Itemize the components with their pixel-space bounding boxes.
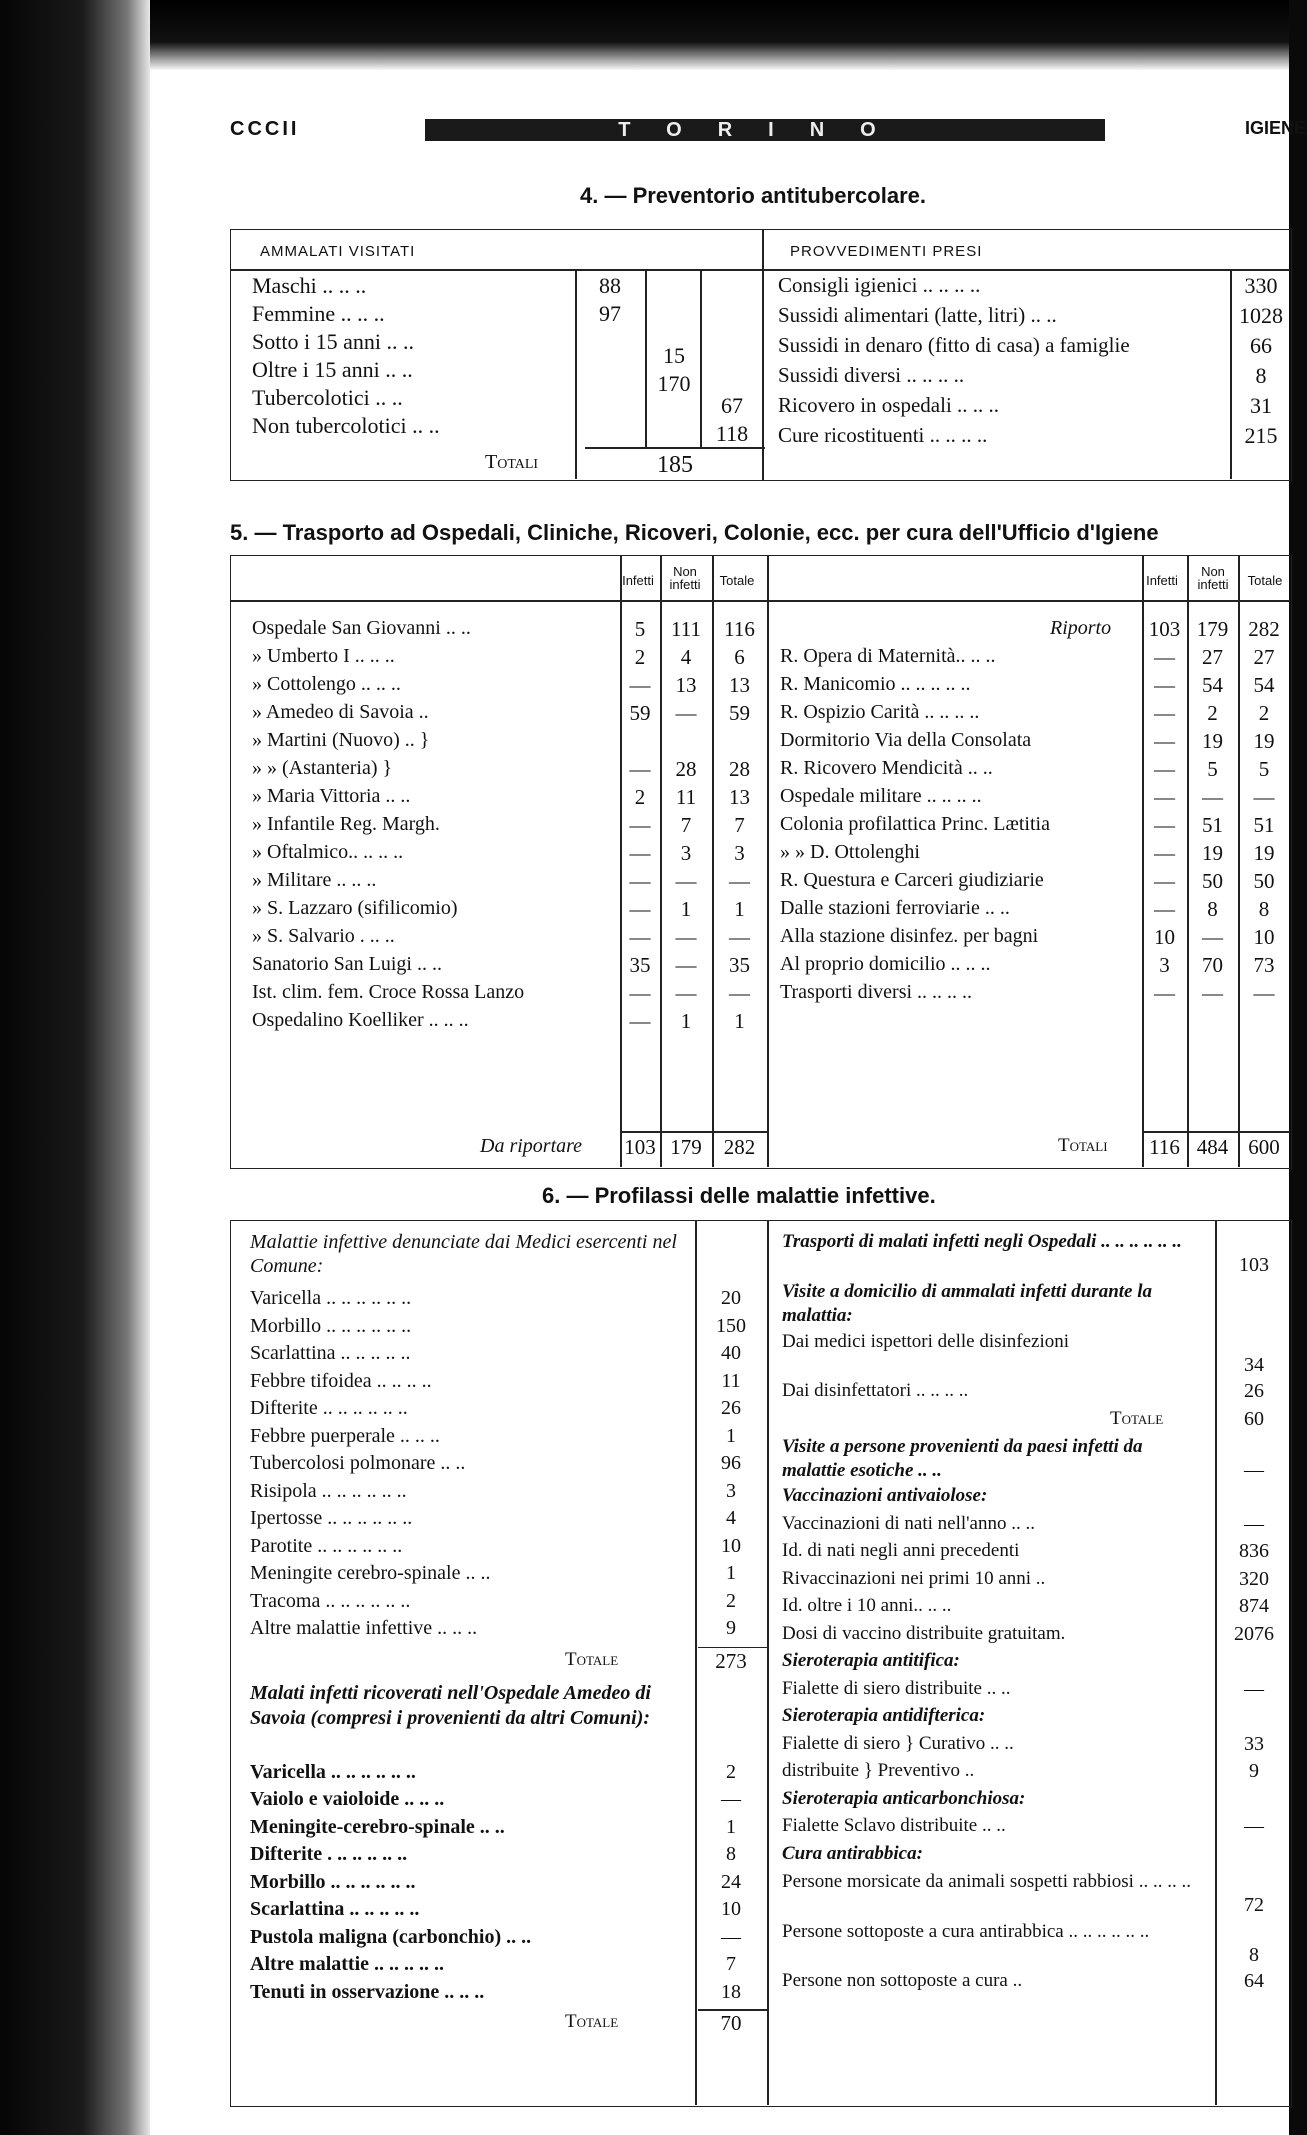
s5-right-non: 2 xyxy=(1207,701,1218,725)
s5-left-totale: 116 xyxy=(724,617,755,641)
s5-right-label: R. Ricovero Mendicità .. .. xyxy=(780,757,993,779)
s5-left-label: » Amedeo di Savoia .. xyxy=(252,701,429,723)
s6-left-label: Scarlattina .. .. .. .. .. xyxy=(250,1342,411,1364)
s5-left-infetti: — xyxy=(629,757,651,781)
s5-left-total-infetti: 103 xyxy=(624,1135,656,1159)
s6-left2-value: 7 xyxy=(726,1953,736,1975)
document-page xyxy=(230,95,1307,2125)
s6-right-value: — xyxy=(1244,1459,1264,1481)
s5-left-infetti: — xyxy=(629,925,651,949)
s6-left-value: 9 xyxy=(726,1617,736,1639)
s6-right-value: 9 xyxy=(1249,1760,1259,1782)
s5-left-totale: — xyxy=(729,925,750,949)
s6-left2-value: 8 xyxy=(726,1843,736,1865)
s6-right-label: Id. di nati negli anni precedenti xyxy=(782,1540,1020,1561)
s5-left-non: 3 xyxy=(680,841,692,865)
s6-left-total2-label: Totale xyxy=(565,2011,619,2032)
s4-col-rule-a xyxy=(575,269,577,479)
s4-value-c: 67 xyxy=(721,393,743,418)
s4-totali-label: Totali xyxy=(485,451,539,473)
s5-right-totale: 54 xyxy=(1253,673,1275,697)
s4-right-value: 215 xyxy=(1244,423,1278,448)
s4-right-value: 330 xyxy=(1244,273,1278,298)
s6-left2-value: 10 xyxy=(721,1898,741,1920)
s5-right-non: 51 xyxy=(1202,813,1223,837)
section4-title: 4. — Preventorio antitubercolare. xyxy=(580,183,926,208)
s5-right-non: 54 xyxy=(1202,673,1223,697)
s4-left-label: Sotto i 15 anni .. .. xyxy=(252,329,414,354)
s5-right-non: 179 xyxy=(1196,617,1229,641)
s6-left2-label: Altre malattie .. .. .. .. .. xyxy=(250,1953,445,1975)
s4-left-label: Tubercolotici .. .. xyxy=(252,385,403,410)
s6-right-label: Fialette di siero } Curativo .. .. xyxy=(782,1732,1014,1754)
s6-right-value: — xyxy=(1244,1512,1264,1535)
s6-right-label: Dai disinfettatori .. .. .. .. xyxy=(782,1380,969,1401)
s5-left-non: — xyxy=(675,869,697,893)
s5-left-infetti: 59 xyxy=(629,701,651,725)
s6-right-label: Cura antirabbica: xyxy=(782,1842,923,1864)
s6-left-value: 4 xyxy=(726,1507,736,1529)
s6-right-value: 64 xyxy=(1244,1970,1264,1992)
section5-title: 5. — Trasporto ad Ospedali, Cliniche, Ricoveri, Colonie, ecc. per cura dell'Ufficio d'Igiene xyxy=(230,520,1159,545)
scan-dark-edge-top xyxy=(0,0,1307,70)
s6-left-value: 2 xyxy=(726,1589,736,1612)
s5-right-label: Al proprio domicilio .. .. .. xyxy=(780,953,991,975)
s5-left-infetti: — xyxy=(629,869,651,893)
s4-col-rule-b xyxy=(645,269,647,449)
s4-value-a: 97 xyxy=(599,301,621,326)
s5-left-totale: 28 xyxy=(729,757,750,781)
s5-left-label: » Oftalmico.. .. .. .. xyxy=(252,841,404,863)
s6-left2-label: Tenuti in osservazione .. .. .. xyxy=(250,1980,485,2003)
s6-left-value: 150 xyxy=(716,1314,746,1337)
s5-right-totale: 51 xyxy=(1253,813,1275,837)
page-header xyxy=(230,95,1307,165)
s6-right-value: — xyxy=(1244,1677,1264,1700)
s4-left-label: Non tubercolotici .. .. xyxy=(252,413,440,438)
s4-right-value: 66 xyxy=(1250,333,1272,358)
s5-divider xyxy=(767,555,769,1167)
s6-right-value: 836 xyxy=(1239,1540,1269,1562)
s4-right-label: Ricovero in ospedali .. .. .. xyxy=(778,393,1000,417)
s5-left-total-rule xyxy=(620,1131,767,1133)
s5-right-infetti: 10 xyxy=(1154,925,1175,949)
col-infetti: Infetti xyxy=(622,573,654,588)
s6-left2-value: 2 xyxy=(726,1760,736,1783)
s5-left-totale: 13 xyxy=(729,785,750,809)
page-number: CCCII xyxy=(230,118,300,140)
s6-left-col-rule xyxy=(695,1220,697,2105)
s5-right-infetti: — xyxy=(1154,673,1175,697)
s5-left-label: » » (Astanteria) } xyxy=(252,757,393,779)
s5-right-non: 5 xyxy=(1207,757,1218,781)
s4-head-rule xyxy=(230,269,1290,271)
s5-left-non: 7 xyxy=(680,813,692,837)
s6-left2-label: Meningite-cerebro-spinale .. .. xyxy=(250,1815,505,1838)
s5-left-infetti: 2 xyxy=(634,645,646,669)
s6-left2-label: Pustola maligna (carbonchio) .. .. xyxy=(250,1925,532,1948)
s4-right-label: Cure ricostituenti .. .. .. .. xyxy=(778,423,988,447)
s5-left-infetti: 5 xyxy=(634,617,646,641)
s5-left-non: 4 xyxy=(680,645,692,669)
s6-left2-value: — xyxy=(721,1925,741,1948)
s5-left-totale: 6 xyxy=(734,645,745,669)
s6-left-label: Altre malattie infettive .. .. .. xyxy=(250,1617,478,1639)
s6-right-value: 320 xyxy=(1239,1567,1269,1590)
s5-left-total-label: Da riportare xyxy=(480,1135,583,1157)
s5-left-non: — xyxy=(675,701,697,725)
s4-right-value: 8 xyxy=(1255,363,1267,388)
s6-right-label: Dosi di vaccino distribuite gratuitam. xyxy=(782,1622,1066,1644)
s5-left-label: » Martini (Nuovo) .. } xyxy=(252,729,430,751)
s5-right-label: Colonia profilattica Princ. Lætitia xyxy=(780,813,1050,835)
s6-right-label: Fialette di siero distribuite .. .. xyxy=(782,1677,1011,1699)
s5-right-label: Trasporti diversi .. .. .. .. xyxy=(780,981,973,1003)
s5-left-label: » Maria Vittoria .. .. xyxy=(252,785,411,807)
s5-right-totale: 8 xyxy=(1258,897,1270,921)
s5-left-totale: — xyxy=(729,869,750,893)
s5-right-totale: 19 xyxy=(1253,729,1275,753)
s5-left-label: » Cottolengo .. .. .. xyxy=(252,673,401,695)
s5-right-non: 50 xyxy=(1202,869,1223,893)
s6-left2-label: Morbillo .. .. .. .. .. .. xyxy=(250,1870,416,1893)
s6-right-label: Totale xyxy=(1110,1407,1164,1429)
s5-right-non: — xyxy=(1202,925,1223,949)
s5-left-non: — xyxy=(675,953,697,977)
s5-right-infetti: — xyxy=(1154,981,1175,1005)
s5-right-non: 27 xyxy=(1202,645,1223,669)
s6-right-label: Persone non sottoposte a cura .. xyxy=(782,1970,1023,1991)
s6-left-label: Risipola .. .. .. .. .. .. xyxy=(250,1479,407,1502)
s5-right-infetti: — xyxy=(1154,757,1175,781)
s6-right-label: Vaccinazioni di nati nell'anno .. .. xyxy=(782,1512,1035,1534)
s5-right-non: 19 xyxy=(1202,729,1223,753)
s6-right-label: Id. oltre i 10 anni.. .. .. xyxy=(782,1595,952,1616)
s5-right-totale: — xyxy=(1253,785,1275,809)
s5-right-total-infetti: 116 xyxy=(1149,1135,1180,1159)
s4-right-label: Consigli igienici .. .. .. .. xyxy=(778,273,981,297)
s5-left-non: — xyxy=(675,925,697,949)
s6-right-label: Visite a domicilio di ammalati infetti durante la malattia: xyxy=(782,1281,1152,1326)
s4-value-b: 15 xyxy=(663,343,685,368)
s4-left-label: Femmine .. .. .. xyxy=(252,301,385,326)
s5-right-totale: 5 xyxy=(1258,757,1270,781)
s5-left-total-non: 179 xyxy=(670,1135,702,1159)
s4-left-label: Maschi .. .. .. xyxy=(252,273,367,298)
s5-right-infetti: — xyxy=(1154,869,1175,893)
s5-right-totale: 2 xyxy=(1258,701,1270,725)
s6-right-value: 874 xyxy=(1239,1595,1269,1617)
s5-right-non: 70 xyxy=(1202,953,1223,977)
running-section: IGIENE xyxy=(1245,118,1307,138)
s5-left-totale: 3 xyxy=(734,841,745,865)
s6-right-label: Sieroterapia antitifica: xyxy=(782,1650,960,1671)
s4-value-c: 118 xyxy=(715,421,749,446)
col-non-infetti: Non infetti xyxy=(669,564,701,592)
s5-right-non: 19 xyxy=(1202,841,1223,865)
s4-totali-rule xyxy=(585,447,765,449)
s5-right-label: Alla stazione disinfez. per bagni xyxy=(780,925,1039,947)
s5-left-non: 1 xyxy=(680,897,692,921)
s5-right-label: » » D. Ottolenghi xyxy=(780,841,920,863)
s5-left-totale: 35 xyxy=(729,953,750,977)
s5-left-totale: 1 xyxy=(734,1009,745,1033)
s6-left-label: Meningite cerebro-spinale .. .. xyxy=(250,1562,491,1584)
col-infetti: Infetti xyxy=(1146,573,1178,588)
s5-left-non: 13 xyxy=(675,673,697,697)
s5-right-infetti: — xyxy=(1154,841,1175,865)
s5-right-non: — xyxy=(1202,785,1223,809)
s6-right-label: Trasporti di malati infetti negli Ospedali .. .. .. .. .. .. xyxy=(782,1231,1182,1252)
s6-right-value: — xyxy=(1244,1815,1264,1837)
col-totale: Totale xyxy=(1247,573,1283,588)
s5-left-label: Sanatorio San Luigi .. .. xyxy=(252,953,442,975)
s6-left2-value: 24 xyxy=(721,1870,741,1893)
s6-right-label: Sieroterapia anticarbonchiosa: xyxy=(782,1787,1026,1809)
s5-right-label: Ospedale militare .. .. .. .. xyxy=(780,785,982,807)
s5-right-infetti: 3 xyxy=(1159,953,1170,977)
s5-head-rule xyxy=(230,600,1290,602)
s6-left-total-label: Totale xyxy=(565,1648,619,1670)
s6-left-label: Parotite .. .. .. .. .. .. xyxy=(250,1534,403,1557)
running-title: TORINO xyxy=(425,119,1105,141)
s6-left-total: 273 xyxy=(715,1648,747,1673)
s5-left-totale: 7 xyxy=(734,813,745,837)
s5-left-non: 11 xyxy=(675,785,697,809)
s6-right-label: distribuite } Preventivo .. xyxy=(782,1760,975,1781)
s5-right-infetti: — xyxy=(1154,645,1175,669)
s5-left-infetti: 2 xyxy=(634,785,646,809)
s6-divider xyxy=(767,1220,769,2105)
s6-left-value: 26 xyxy=(721,1397,741,1419)
s5-left-total-totale: 282 xyxy=(723,1135,756,1159)
s5-right-label: R. Opera di Maternità.. .. .. xyxy=(780,645,996,667)
s6-left-value: 10 xyxy=(721,1534,741,1557)
s4-right-label: Sussidi in denaro (fitto di casa) a famiglie xyxy=(778,333,1130,357)
s6-right-label: Fialette Sclavo distribuite .. .. xyxy=(782,1815,1006,1836)
s5-left-non: — xyxy=(675,981,697,1005)
s6-right-value: 8 xyxy=(1249,1944,1259,1966)
s5-right-infetti: — xyxy=(1154,897,1175,921)
s6-right-label: Persone morsicate da animali sospetti rabbiosi .. .. .. .. xyxy=(782,1871,1191,1892)
s5-right-total-label: Totali xyxy=(1058,1135,1108,1156)
s6-left-label: Morbillo .. .. .. .. .. .. xyxy=(250,1314,412,1337)
s5-left-infetti: — xyxy=(629,673,651,697)
s6-right-col-rule xyxy=(1215,1220,1217,2105)
s5-left-non: 111 xyxy=(671,617,701,641)
s5-left-label: Ospedalino Koelliker .. .. .. xyxy=(252,1009,469,1031)
s5-left-infetti: — xyxy=(629,841,651,865)
s5-left-label: Ist. clim. fem. Croce Rossa Lanzo xyxy=(252,981,525,1003)
s4-value-b: 170 xyxy=(657,371,691,396)
s5-right-label: Dormitorio Via della Consolata xyxy=(780,729,1032,751)
s6-left-value: 1 xyxy=(726,1424,736,1447)
s5-left-infetti: — xyxy=(629,1009,651,1033)
s5-left-infetti: — xyxy=(629,813,651,837)
col-totale: Totale xyxy=(719,573,755,588)
s5-right-non: — xyxy=(1202,981,1223,1005)
s5-right-label: R. Ospizio Carità .. .. .. .. xyxy=(780,701,980,723)
s6-right-label: Rivaccinazioni nei primi 10 anni .. xyxy=(782,1567,1046,1589)
s6-left2-value: 18 xyxy=(721,1980,741,2003)
s5-right-infetti: — xyxy=(1154,785,1175,809)
s6-left2-label: Scarlattina .. .. .. .. .. xyxy=(250,1898,420,1920)
s6-left-label: Difterite .. .. .. .. .. .. xyxy=(250,1397,408,1419)
s6-right-value: 103 xyxy=(1239,1254,1269,1276)
section6-title: 6. — Profilassi delle malattie infettive. xyxy=(542,1183,936,1208)
s5-left-label: » Infantile Reg. Margh. xyxy=(252,813,440,835)
s5-right-infetti: — xyxy=(1154,729,1175,753)
s5-left-label: » Umberto I .. .. .. xyxy=(252,645,395,667)
s5-left-non: 28 xyxy=(675,757,697,781)
s5-left-infetti: — xyxy=(629,981,651,1005)
s5-left-label: » S. Salvario . .. .. xyxy=(252,925,395,947)
s6-left2-label: Varicella .. .. .. .. .. .. xyxy=(250,1760,416,1783)
s6-left-value: 96 xyxy=(721,1452,741,1474)
s5-left-totale: — xyxy=(729,981,750,1005)
s6-left-heading2: Malati infetti ricoverati nell'Ospedale Amedeo di Savoia (compresi i provenienti da altri Comuni): xyxy=(250,1681,651,1729)
s5-left-totale: 1 xyxy=(734,897,745,921)
s5-right-total-non: 484 xyxy=(1196,1135,1229,1159)
s6-left2-label: Vaiolo e vaioloide .. .. .. xyxy=(250,1788,445,1810)
s6-left2-value: — xyxy=(721,1788,741,1810)
s5-right-totale: 50 xyxy=(1253,869,1275,893)
s5-right-totale: — xyxy=(1253,981,1275,1005)
s5-right-infetti: — xyxy=(1154,813,1175,837)
s4-divider xyxy=(762,229,764,481)
s5-left-infetti: — xyxy=(629,897,651,921)
s5-right-label: R. Manicomio .. .. .. .. .. xyxy=(780,673,971,695)
s5-left-totale: 59 xyxy=(729,701,750,725)
s6-left-label: Febbre puerperale .. .. .. xyxy=(250,1424,440,1447)
s6-left2-value: 1 xyxy=(726,1815,736,1838)
s6-left-value: 20 xyxy=(721,1287,741,1309)
s5-right-totale: 10 xyxy=(1253,925,1275,949)
s5-left-label: » Militare .. .. .. xyxy=(252,869,377,891)
s5-left-label: Ospedale San Giovanni .. .. xyxy=(252,617,471,639)
s6-right-label: Persone sottoposte a cura antirabbica .. .. .. .. .. .. xyxy=(782,1921,1150,1942)
s6-left-value: 40 xyxy=(721,1342,741,1364)
s4-right-heading: PROVVEDIMENTI PRESI xyxy=(790,243,983,260)
s6-left-value: 3 xyxy=(726,1479,736,1502)
s5-left-totale: 13 xyxy=(729,673,750,697)
s6-right-label: Visite a persone provenienti da paesi infetti da malattie esotiche .. .. xyxy=(782,1436,1143,1481)
s6-left-label: Varicella .. .. .. .. .. .. xyxy=(250,1287,412,1309)
s5-right-non: 8 xyxy=(1207,897,1218,921)
s6-right-label: Dai medici ispettori delle disinfezioni xyxy=(782,1331,1070,1352)
s5-right-total-totale: 600 xyxy=(1248,1135,1280,1159)
s4-right-value: 31 xyxy=(1250,393,1272,418)
s5-right-infetti: 103 xyxy=(1148,617,1181,641)
s6-right-label: Sieroterapia antidifterica: xyxy=(782,1705,986,1726)
s6-right-value: 34 xyxy=(1244,1354,1264,1376)
s6-left-value: 11 xyxy=(721,1369,741,1392)
s4-left-heading: AMMALATI VISITATI xyxy=(260,243,416,260)
s4-value-a: 88 xyxy=(599,273,621,298)
s4-right-label: Sussidi alimentari (latte, litri) .. .. xyxy=(778,303,1057,327)
s5-left-label: » S. Lazzaro (sifilicomio) xyxy=(252,897,458,919)
s5-right-totale: 27 xyxy=(1253,645,1275,669)
s5-right-label: Riporto xyxy=(1050,617,1112,639)
col-non-infetti: Non infetti xyxy=(1197,564,1229,592)
s5-right-label: Dalle stazioni ferroviarie .. .. xyxy=(780,897,1010,919)
s4-right-label: Sussidi diversi .. .. .. .. xyxy=(778,363,965,387)
s5-left-infetti: 35 xyxy=(629,953,651,977)
s5-right-totale: 282 xyxy=(1248,617,1280,641)
s4-totali-value: 185 xyxy=(657,452,693,478)
s6-left-total2: 70 xyxy=(720,2011,742,2035)
s6-left-label: Febbre tifoidea .. .. .. .. xyxy=(250,1369,432,1392)
s5-right-totale: 73 xyxy=(1253,953,1275,977)
s5-right-total-rule xyxy=(1142,1131,1290,1133)
scan-dark-edge-left xyxy=(0,0,150,2135)
s5-left-non: 1 xyxy=(680,1009,692,1033)
s6-right-value: 60 xyxy=(1244,1407,1264,1430)
s6-right-value: 2076 xyxy=(1234,1622,1274,1645)
s6-left-label: Tracoma .. .. .. .. .. .. xyxy=(250,1589,411,1612)
s6-left-heading: Malattie infettive denunciate dai Medici esercenti nel Comune: xyxy=(250,1231,677,1277)
s6-right-label: Vaccinazioni antivaiolose: xyxy=(782,1485,988,1506)
s6-left-value: 1 xyxy=(726,1562,736,1584)
s5-right-totale: 19 xyxy=(1253,841,1275,865)
s5-right-label: R. Questura e Carceri giudiziarie xyxy=(780,869,1044,891)
s5-right-infetti: — xyxy=(1154,701,1175,725)
s6-left2-label: Difterite . .. .. .. .. .. xyxy=(250,1843,408,1865)
s6-left-label: Tubercolosi polmonare .. .. xyxy=(250,1452,466,1474)
s6-right-value: 26 xyxy=(1244,1380,1264,1402)
s6-right-value: 72 xyxy=(1244,1894,1264,1916)
s6-right-value: 33 xyxy=(1244,1732,1264,1755)
s6-left-label: Ipertosse .. .. .. .. .. .. xyxy=(250,1507,413,1529)
s4-left-label: Oltre i 15 anni .. .. xyxy=(252,357,413,382)
s4-right-value: 1028 xyxy=(1239,303,1283,328)
